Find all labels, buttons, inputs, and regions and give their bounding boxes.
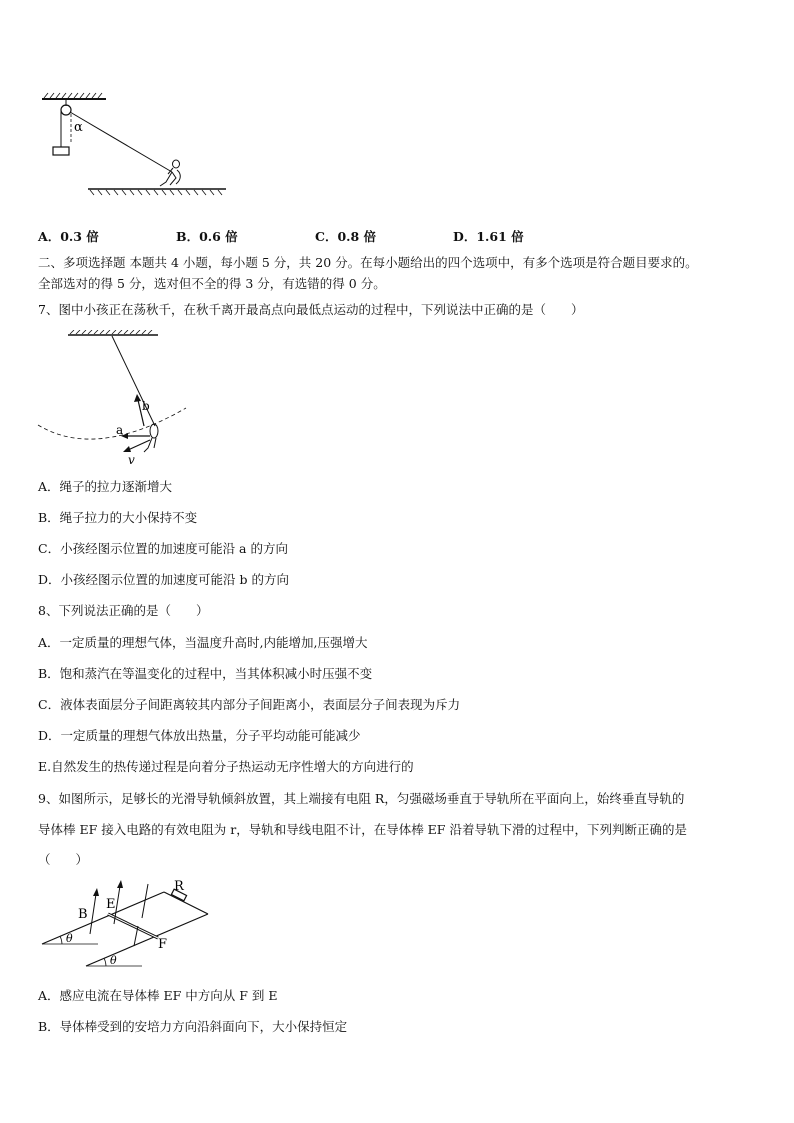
velocity-v-label: v <box>128 453 135 466</box>
q7-option-b: B．绳子拉力的大小保持不变 <box>38 510 198 525</box>
q9-stem-line2: 导体棒 EF 接入电路的有效电阻为 r，导轨和导线电阻不计，在导体棒 EF 沿着导轨下滑的过程中，下列判断正确的是 <box>38 822 687 837</box>
field-B-label: B <box>78 907 88 922</box>
q6-option-b: B．0.6 倍 <box>176 229 238 244</box>
q9-stem-line1: 9、如图所示，足够长的光滑导轨倾斜放置，其上端接有电阻 R，匀强磁场垂直于导轨所在平面向上，始终垂直导轨的 <box>38 791 685 806</box>
angle-theta-1-label: θ <box>66 932 73 945</box>
angle-theta-2-label: θ <box>110 954 117 967</box>
q6-option-c: C．0.8 倍 <box>315 229 377 244</box>
resistor-R-label: R <box>174 879 184 894</box>
q7-option-d: D．小孩经图示位置的加速度可能沿 b 的方向 <box>38 572 289 587</box>
rail-figure <box>38 878 220 972</box>
q6-option-d: D．1.61 倍 <box>453 229 524 244</box>
q8-option-c: C．液体表面层分子间距离较其内部分子间距离小，表面层分子间表现为斥力 <box>38 697 461 712</box>
q6-option-a: A．0.3 倍 <box>38 229 99 244</box>
q8-option-e: E.自然发生的热传递过程是向着分子热运动无序性增大的方向进行的 <box>38 759 414 774</box>
endpoint-F-label: F <box>158 937 168 952</box>
q9-stem-line3: （ ） <box>38 852 89 867</box>
q7-option-a: A．绳子的拉力逐渐增大 <box>38 479 173 494</box>
swing-figure <box>36 330 206 466</box>
vector-b-label: b <box>142 399 150 413</box>
q9-option-a: A．感应电流在导体棒 EF 中方向从 F 到 E <box>38 988 278 1003</box>
vector-a-label: a <box>116 423 124 437</box>
section2-heading-line1: 二、多项选择题 本题共 4 小题，每小题 5 分，共 20 分。在每小题给出的四个选项中，有多个选项是符合题目要求的。 <box>38 255 698 270</box>
endpoint-E-label: E <box>106 897 116 912</box>
q9-option-b: B．导体棒受到的安培力方向沿斜面向下，大小保持恒定 <box>38 1019 348 1034</box>
q7-option-c: C．小孩经图示位置的加速度可能沿 a 的方向 <box>38 541 288 556</box>
pulley-figure <box>36 92 236 200</box>
q8-option-a: A．一定质量的理想气体，当温度升高时,内能增加,压强增大 <box>38 635 368 650</box>
angle-alpha-label: α <box>74 120 83 135</box>
q8-stem: 8、下列说法正确的是（ ） <box>38 603 209 618</box>
section2-heading-line2: 全部选对的得 5 分，选对但不全的得 3 分，有选错的得 0 分。 <box>38 276 386 291</box>
q8-option-b: B．饱和蒸汽在等温变化的过程中，当其体积减小时压强不变 <box>38 666 373 681</box>
q8-option-d: D．一定质量的理想气体放出热量，分子平均动能可能减少 <box>38 728 361 743</box>
q7-stem: 7、图中小孩正在荡秋千，在秋千离开最高点向最低点运动的过程中，下列说法中正确的是（ ） <box>38 302 584 317</box>
